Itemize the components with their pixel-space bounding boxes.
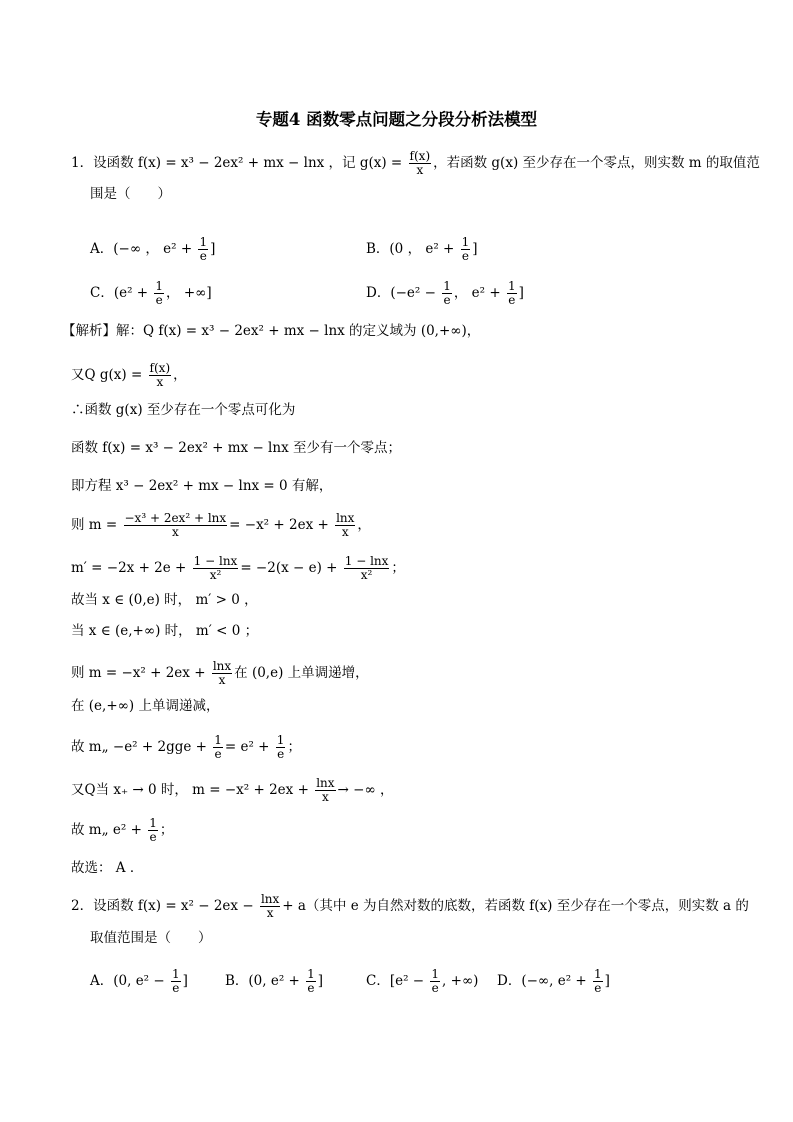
frac-num: 1 bbox=[443, 279, 451, 293]
q1-option-c bbox=[90, 280, 212, 307]
q1-stem-text-a: 1．设函数 f(x) = x³ − 2ex² + mx − lnx ，记 g(x) = bbox=[71, 155, 407, 171]
q2-stem-line2: 取值范围是（ ） bbox=[90, 930, 212, 946]
frac-den: x bbox=[171, 525, 179, 539]
sol-l10-end: 在 (0,e) 上单调递增， bbox=[234, 665, 369, 681]
q1-option-d-frac1 bbox=[442, 280, 452, 307]
q1-option-b-frac bbox=[461, 236, 471, 263]
frac-den: e bbox=[172, 981, 180, 995]
solution-line-7 bbox=[71, 555, 405, 582]
sol-l6-frac1 bbox=[124, 512, 228, 539]
frac-num: −x³ + 2ex² + lnx bbox=[124, 511, 227, 525]
q2-option-d-frac bbox=[593, 968, 603, 995]
q2-option-c bbox=[366, 968, 478, 995]
q2-stem-line1 bbox=[71, 893, 749, 920]
frac-den: e bbox=[431, 981, 439, 995]
q1-option-a-text: A．(−∞ ， e² + bbox=[90, 241, 197, 257]
q1-option-d-frac2 bbox=[507, 280, 517, 307]
frac-den: e bbox=[307, 981, 315, 995]
frac-den: x bbox=[341, 525, 349, 539]
q1-stem-line1 bbox=[71, 150, 760, 177]
q2-option-c-text: C．[e² − bbox=[366, 973, 429, 989]
solution-line-15: 故选： A ． bbox=[71, 860, 144, 876]
q1-option-b bbox=[366, 236, 478, 263]
sol-l12-frac1 bbox=[213, 734, 223, 761]
frac-den: e bbox=[199, 249, 207, 263]
frac-den: e bbox=[149, 830, 157, 844]
sol-l12-mid: = e² + bbox=[224, 739, 274, 755]
q1-frac-num: f(x) bbox=[409, 149, 431, 163]
q2-option-b-frac bbox=[306, 968, 316, 995]
frac-num: 1 bbox=[276, 733, 285, 747]
q2-stem-text-b: + a（其中 e 为自然对数的底数，若函数 f(x) 至少存在一个零点，则实数 a 的 bbox=[282, 898, 749, 914]
frac-den: e bbox=[594, 981, 602, 995]
sol-l6-text: 则 m = bbox=[71, 517, 122, 533]
q2-option-a-frac bbox=[171, 968, 181, 995]
frac-num: 1 bbox=[199, 235, 208, 249]
q1-option-a bbox=[90, 236, 215, 263]
frac-den: e bbox=[443, 293, 451, 307]
q1-fraction bbox=[409, 150, 432, 177]
q1-option-b-text: B．(0 ， e² + bbox=[366, 241, 459, 257]
frac-num: 1 bbox=[431, 967, 440, 981]
frac-num: 1 − lnx bbox=[193, 554, 238, 568]
q2-fraction bbox=[260, 893, 280, 920]
q1-option-c-end: ， +∞] bbox=[166, 285, 212, 301]
frac-den: e bbox=[277, 747, 285, 761]
q2-option-b bbox=[225, 968, 323, 995]
q1-option-d bbox=[366, 280, 524, 307]
frac-den: x bbox=[321, 790, 329, 804]
frac-num: 1 bbox=[461, 235, 470, 249]
sol-l14-end: ； bbox=[159, 822, 174, 838]
solution-line-8: 故当 x ∈ (0,e) 时， m′ > 0 ， bbox=[71, 592, 258, 608]
solution-line-12 bbox=[71, 734, 301, 761]
q2-option-c-frac bbox=[430, 968, 440, 995]
solution-line-1: 【解析】解：Q f(x) = x³ − 2ex² + mx − lnx 的定义域为 (0,+∞)， bbox=[62, 323, 481, 339]
frac-num: f(x) bbox=[149, 361, 171, 375]
q2-option-d-end: ] bbox=[604, 973, 610, 989]
frac-den: e bbox=[461, 249, 470, 263]
frac-num: lnx bbox=[260, 892, 280, 906]
sol-l6-frac2 bbox=[335, 512, 355, 539]
q2-option-a bbox=[90, 968, 188, 995]
solution-line-11: 在 (e,+∞) 上单调递减， bbox=[71, 698, 220, 714]
q1-option-a-frac bbox=[198, 236, 208, 263]
sol-l13-end: → −∞ ， bbox=[337, 782, 394, 798]
solution-line-6 bbox=[71, 512, 371, 539]
frac-den: x bbox=[218, 673, 226, 687]
frac-num: lnx bbox=[336, 511, 355, 525]
q1-stem-text-b: ，若函数 g(x) 至少存在一个零点，则实数 m 的取值范 bbox=[433, 155, 760, 171]
q2-option-b-end: ] bbox=[317, 973, 324, 989]
solution-line-9: 当 x ∈ (e,+∞) 时， m′ < 0 ； bbox=[71, 623, 259, 639]
sol-l7-frac2 bbox=[344, 555, 390, 582]
frac-den: x bbox=[156, 375, 164, 389]
frac-den: e bbox=[508, 293, 516, 307]
q1-option-b-end: ] bbox=[472, 241, 478, 257]
sol-l12-text: 故 m„ −e² + 2gge + bbox=[71, 739, 212, 755]
q1-option-c-text: C．(e² + bbox=[90, 285, 153, 301]
q1-option-d-text: D．(−e² − bbox=[366, 285, 441, 301]
sol-l12-end: ； bbox=[287, 739, 301, 755]
sol-l2-end: ， bbox=[173, 367, 187, 383]
sol-l14-text: 故 m„ e² + bbox=[71, 822, 147, 838]
solution-line-2 bbox=[71, 362, 187, 389]
solution-line-3: ∴函数 g(x) 至少存在一个零点可化为 bbox=[71, 402, 296, 418]
sol-l7-text: m′ = −2x + 2e + bbox=[71, 560, 191, 576]
frac-den: e bbox=[155, 293, 163, 307]
sol-l7-mid: = −2(x − e) + bbox=[240, 560, 342, 576]
frac-den: e bbox=[214, 747, 222, 761]
q1-frac-den: x bbox=[416, 163, 424, 177]
frac-num: 1 bbox=[507, 279, 516, 293]
frac-num: 1 bbox=[155, 279, 164, 293]
sol-l10-frac bbox=[212, 660, 232, 687]
page-title: 专题4 函数零点问题之分段分析法模型 bbox=[255, 110, 538, 129]
frac-num: 1 bbox=[594, 967, 602, 981]
q1-stem-line2: 围是（ ） bbox=[90, 186, 171, 202]
q2-stem-text-a: 2．设函数 f(x) = x² − 2ex − bbox=[71, 898, 258, 914]
q1-option-a-end: ] bbox=[210, 241, 216, 257]
q2-option-a-end: ] bbox=[182, 973, 188, 989]
q1-option-d-mid: ， e² + bbox=[453, 285, 505, 301]
solution-line-14 bbox=[71, 817, 173, 844]
q2-option-b-text: B．(0, e² + bbox=[225, 973, 305, 989]
sol-l2-frac bbox=[149, 362, 172, 389]
sol-l14-frac bbox=[148, 817, 158, 844]
frac-num: 1 bbox=[149, 816, 157, 830]
sol-l2-text: 又Q g(x) = bbox=[71, 367, 147, 383]
sol-l13-frac bbox=[315, 777, 335, 804]
solution-line-4: 函数 f(x) = x³ − 2ex² + mx − lnx 至少有一个零点； bbox=[71, 440, 401, 456]
solution-line-10 bbox=[71, 660, 369, 687]
frac-num: 1 bbox=[171, 967, 180, 981]
frac-num: 1 − lnx bbox=[344, 554, 389, 568]
sol-l7-frac1 bbox=[193, 555, 239, 582]
frac-num: 1 bbox=[307, 967, 315, 981]
frac-den: x² bbox=[360, 568, 373, 582]
solution-line-5: 即方程 x³ − 2ex² + mx − lnx = 0 有解， bbox=[71, 478, 333, 494]
sol-l6-end: ， bbox=[357, 517, 371, 533]
q2-option-d bbox=[497, 968, 610, 995]
frac-den: x bbox=[266, 906, 274, 920]
q2-option-a-text: A．(0, e² − bbox=[90, 973, 169, 989]
q1-option-d-end: ] bbox=[518, 285, 524, 301]
sol-l12-frac2 bbox=[276, 734, 286, 761]
sol-l6-mid: = −x² + 2ex + bbox=[229, 517, 334, 533]
frac-den: x² bbox=[209, 568, 222, 582]
solution-line-13 bbox=[71, 777, 393, 804]
sol-l10-text: 则 m = −x² + 2ex + bbox=[71, 665, 210, 681]
q1-option-c-frac bbox=[154, 280, 164, 307]
frac-num: lnx bbox=[212, 659, 232, 673]
frac-num: lnx bbox=[316, 776, 335, 790]
sol-l13-text: 又Q当 x₊ → 0 时， m = −x² + 2ex + bbox=[71, 782, 314, 798]
frac-num: 1 bbox=[214, 733, 222, 747]
sol-l7-end: ； bbox=[391, 560, 405, 576]
q2-option-c-end: , +∞) bbox=[442, 973, 479, 989]
q2-option-d-text: D．(−∞, e² + bbox=[497, 973, 592, 989]
